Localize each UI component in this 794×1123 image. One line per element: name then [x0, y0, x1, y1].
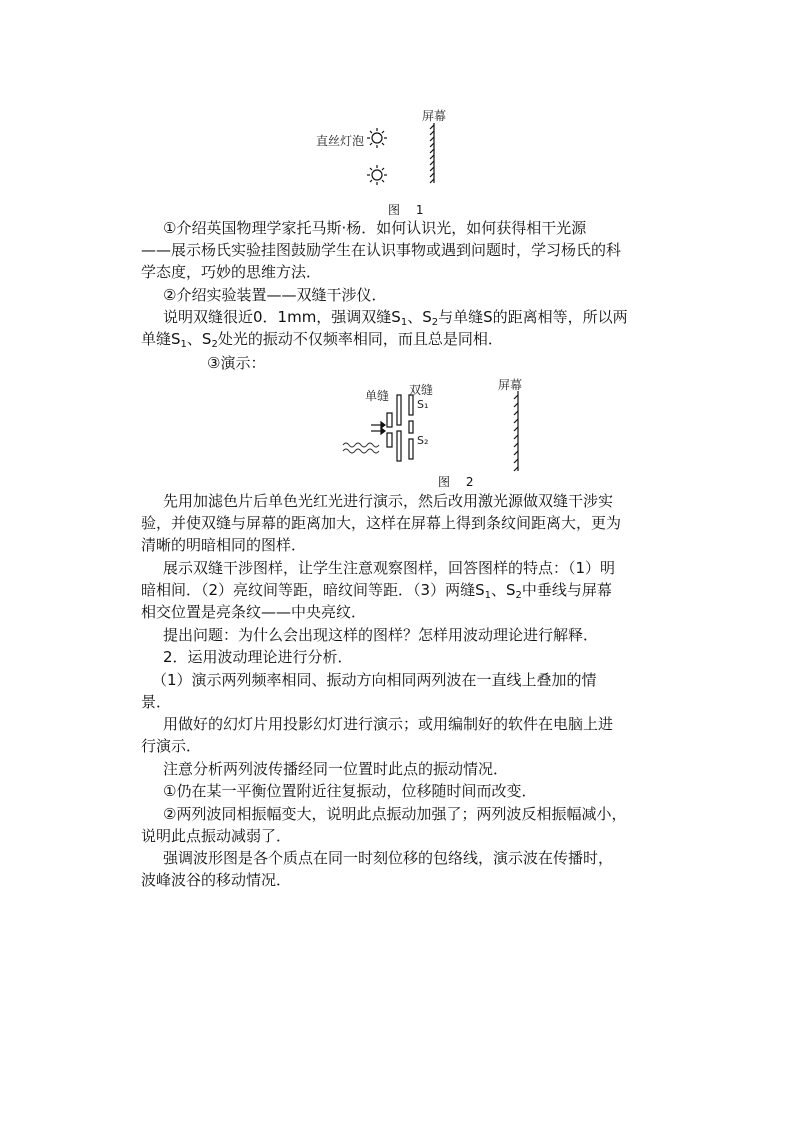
light-source-icon: [343, 443, 379, 453]
para-1-line-2: ——展示杨氏实验挂图鼓励学生在认识事物或遇到问题时，学习杨氏的科: [141, 241, 622, 259]
s2-label: S₂: [417, 434, 429, 447]
subscript: 1: [400, 317, 408, 328]
para-4: ③演示：: [207, 354, 266, 372]
para-11: 注意分析两列波传播经同一位置时此点的振动情况．: [163, 760, 509, 778]
figure-1-drawing: [300, 105, 500, 215]
para-3-line-1: [163, 307, 628, 328]
para-13-line-2: 说明此点振动减弱了．: [141, 827, 292, 845]
para-5-line-1: 先用加滤色片后单色光红光进行演示，然后改用激光源做双缝干涉实: [163, 492, 614, 510]
bulb-2-icon: [367, 165, 387, 185]
figure-2-caption: 图 2: [438, 475, 480, 489]
lamp-label: 直丝灯泡: [316, 134, 365, 148]
text-run: 中垂线与屏幕: [521, 581, 612, 599]
para-12: ①仍在某一平衡位置附近往复振动，位移随时间而改变．: [163, 782, 537, 800]
s1-label: S₁: [417, 398, 429, 411]
para-3-line-2: [141, 329, 503, 350]
para-8: 2．运用波动理论进行分析．: [163, 648, 353, 666]
para-7: 提出问题：为什么会出现这样的图样？怎样用波动理论进行解释．: [163, 626, 599, 644]
single-slit-icon: [387, 413, 392, 447]
para-14-line-2: 波峰波谷的移动情况．: [141, 871, 292, 889]
subscript: 1: [180, 339, 187, 350]
double-slit-icon: [397, 395, 413, 461]
figure-1: [300, 105, 500, 215]
subscript: 2: [431, 317, 439, 328]
subscript: 1: [484, 590, 491, 601]
subscript: 2: [211, 339, 218, 350]
text-run: 与单缝S的距离相等，所以两: [438, 308, 628, 326]
para-9-line-1: （1）演示两列频率相同、振动方向相同两列波在一直线上叠加的情: [152, 671, 597, 689]
screen-label: 屏幕: [422, 109, 447, 123]
bulb-1-icon: [367, 128, 387, 148]
figure-2-drawing: [335, 373, 535, 488]
figure-2: [335, 373, 535, 488]
para-9-line-2: 景．: [141, 693, 172, 711]
subscript: 2: [515, 590, 522, 601]
para-6-line-3: 相交位置是亮条纹——中央亮纹．: [141, 603, 367, 621]
text-run: 处光的振动不仅频率相同，而且总是同相．: [217, 330, 503, 348]
screen-label-2: 屏幕: [498, 378, 523, 392]
text-run: 说明双缝很近0．1mm，强调双缝S: [163, 308, 401, 326]
text-run: 、S: [491, 581, 516, 599]
text-run: 、S: [407, 308, 432, 326]
para-5-line-3: 清晰的明暗相同的图样．: [141, 536, 307, 554]
screen-2-icon: [514, 391, 518, 471]
screen-icon: [430, 123, 434, 183]
para-10-line-2: 行演示．: [141, 737, 202, 755]
arrow-icon: [371, 422, 385, 434]
para-6-line-2: [141, 580, 612, 601]
para-14-line-1: 强调波形图是各个质点在同一时刻位移的包络线，演示波在传播时，: [163, 849, 614, 867]
para-1-line-1: ①介绍英国物理学家托马斯·杨．如何认识光，如何获得相干光源: [163, 219, 587, 237]
text-run: 单缝S: [141, 330, 181, 348]
text-run: 暗相间．（2）亮纹间等距，暗纹间等距．（3）两缝S: [141, 581, 485, 599]
figure-1-caption: 图 1: [388, 203, 430, 217]
para-1-line-3: 学态度，巧妙的思维方法．: [141, 263, 322, 281]
para-10-line-1: 用做好的幻灯片用投影幻灯进行演示；或用编制好的软件在电脑上进: [163, 715, 614, 733]
para-5-line-2: 验，并使双缝与屏幕的距离加大，这样在屏幕上得到条纹间距离大，更为: [141, 514, 622, 532]
single-slit-label: 单缝: [365, 389, 390, 403]
para-6-line-1: 展示双缝干涉图样，让学生注意观察图样，回答图样的特点：（1）明: [163, 559, 616, 577]
double-slit-label: 双缝: [409, 383, 434, 397]
para-13-line-1: ②两列波同相振幅变大，说明此点振动加强了；两列波反相振幅减小，: [163, 805, 627, 823]
para-2: ②介绍实验装置——双缝干涉仪．: [163, 286, 387, 304]
text-run: 、S: [186, 330, 212, 348]
